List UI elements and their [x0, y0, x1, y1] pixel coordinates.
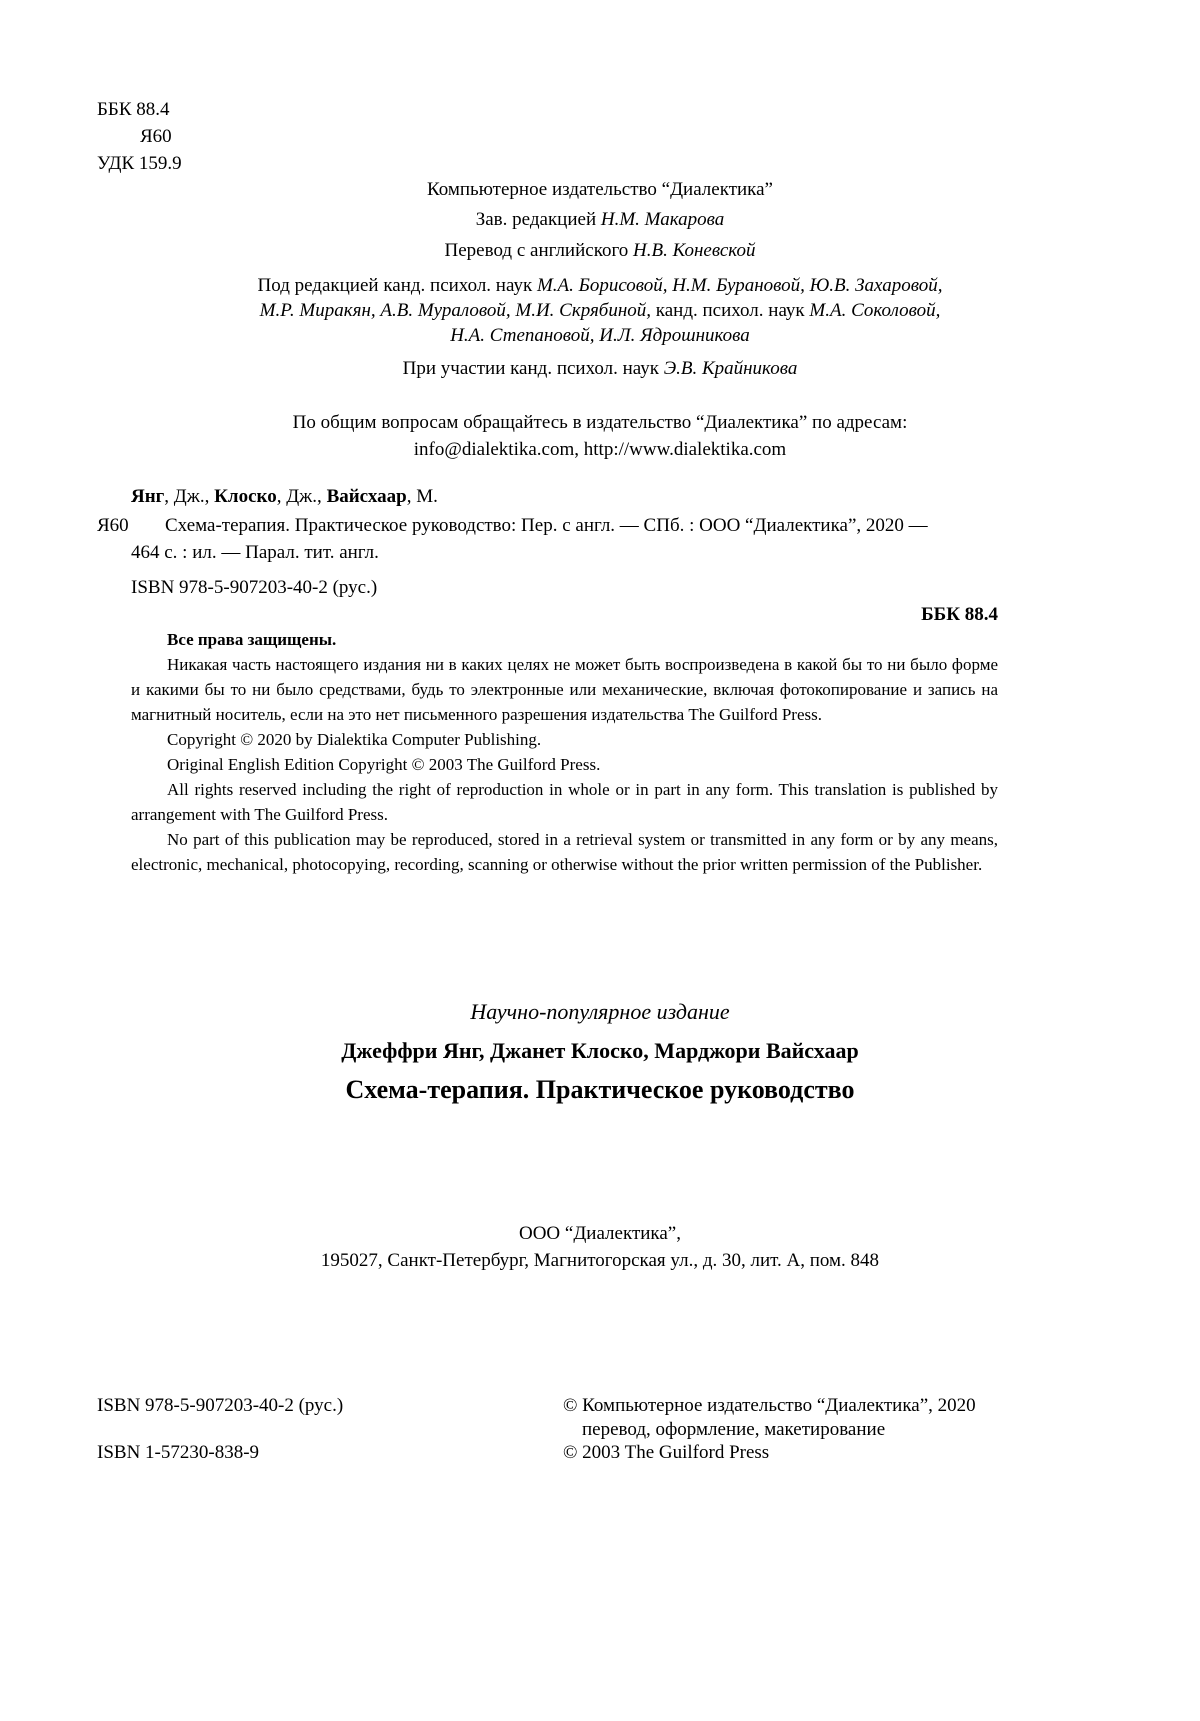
biblio-sep-2: , Дж.,	[276, 486, 327, 507]
biblio-description-2: 464 с. : ил. — Парал. тит. англ.	[131, 542, 379, 563]
edition-title: Схема-терапия. Практическое руководство	[345, 1075, 855, 1104]
rights-english-2: No part of this publication may be reproduced, stored in a retrieval system or transmitted in any form or by any means, electronic, mechanical, photocopying, recording, scanning or otherwise without the prior written permission of the Publisher.	[131, 830, 998, 874]
participation-line	[200, 359, 1000, 378]
rights-english-1: All rights reserved including the right of reproduction in whole or in part in any form. This translation is published by arrangement with The Guilford Press.	[131, 780, 998, 824]
translator-name: Н.В. Коневской	[633, 240, 756, 261]
editors-line-2	[140, 298, 1060, 323]
biblio-author-1: Янг	[131, 486, 165, 507]
footer-isbn-ru: ISBN 978-5-907203-40-2 (рус.)	[97, 1395, 344, 1416]
editor-name: Н.М. Макарова	[600, 209, 725, 230]
editors-degree: канд. психол. наук	[651, 300, 810, 321]
contact-block	[150, 409, 1050, 463]
rights-block	[131, 627, 998, 877]
udk-code: УДК 159.9	[97, 153, 182, 174]
editors-line-3: Н.А. Степановой, И.Л. Ядрошникова	[450, 325, 750, 346]
footer-isbn-en: ISBN 1-57230-838-9	[97, 1442, 260, 1463]
editor-label: Зав. редакцией	[475, 209, 601, 230]
biblio-bbk: ББК 88.4	[921, 604, 998, 625]
editors-line-1	[140, 273, 1060, 298]
imprint-address: 195027, Санкт-Петербург, Магнитогорская ул., д. 30, лит. А, пом. 848	[320, 1250, 880, 1271]
footer-copyright-ru-scope: перевод, оформление, макетирование	[582, 1419, 886, 1440]
edition-authors: Джеффри Янг, Джанет Клоско, Марджори Вайсхаар	[341, 1038, 859, 1063]
author-mark: Я60	[140, 126, 172, 147]
biblio-sep-3: , М.	[406, 486, 438, 507]
footer-copyright-ru: © Компьютерное издательство “Диалектика”, 2020	[563, 1395, 976, 1416]
copyright-translation: Copyright © 2020 by Dialektika Computer Publishing.	[167, 730, 542, 749]
footer-copyright-en: © 2003 The Guilford Press	[563, 1442, 770, 1463]
editors-prefix: Под редакцией канд. психол. наук	[257, 275, 537, 296]
translator-label: Перевод с английского	[444, 240, 634, 261]
biblio-isbn: ISBN 978-5-907203-40-2 (рус.)	[131, 577, 378, 598]
rights-heading: Все права защищены.	[167, 630, 337, 649]
contact-line-1: По общим вопросам обращайтесь в издательство “Диалектика” по адресам:	[292, 412, 908, 433]
participation-name: Э.В. Крайникова	[663, 358, 798, 379]
publisher-line: Компьютерное издательство “Диалектика”	[427, 179, 773, 200]
scientific-editors-block	[140, 273, 1060, 348]
editors-names-1: М.А. Борисовой, Н.М. Бурановой, Ю.В. Захаровой,	[536, 275, 943, 296]
editors-names-2b: М.А. Соколовой,	[809, 300, 941, 321]
editor-line	[200, 210, 1000, 229]
copyright-original: Original English Edition Copyright © 2003 The Guilford Press.	[167, 755, 601, 774]
participation-label: При участии канд. психол. наук	[402, 358, 664, 379]
bbk-code: ББК 88.4	[97, 99, 170, 120]
imprint-org: ООО “Диалектика”,	[518, 1223, 681, 1244]
rights-russian: Никакая часть настоящего издания ни в каких целях не может быть воспроизведена в какой бы то ни было форме и какими бы то ни было средствами, будь то электронные или механические, включая фотокопирование и запись на магнитный носитель, если на это нет письменного разрешения издательства The Guilford Press.	[131, 655, 998, 724]
biblio-mark: Я60	[97, 515, 129, 536]
biblio-authors	[131, 487, 438, 506]
contact-line-2: info@dialektika.com, http://www.dialektika.com	[413, 439, 787, 460]
biblio-author-2: Клоско	[214, 486, 277, 507]
biblio-author-3: Вайсхаар	[326, 486, 407, 507]
edition-type: Научно-популярное издание	[470, 999, 730, 1024]
editors-names-2a: М.Р. Миракян, А.В. Мураловой, М.И. Скрябиной,	[259, 300, 652, 321]
biblio-description-1: Схема-терапия. Практическое руководство: Пер. с англ. — СПб. : ООО “Диалектика”, 2020 —	[165, 515, 928, 536]
translator-line	[200, 241, 1000, 260]
biblio-sep-1: , Дж.,	[164, 486, 215, 507]
